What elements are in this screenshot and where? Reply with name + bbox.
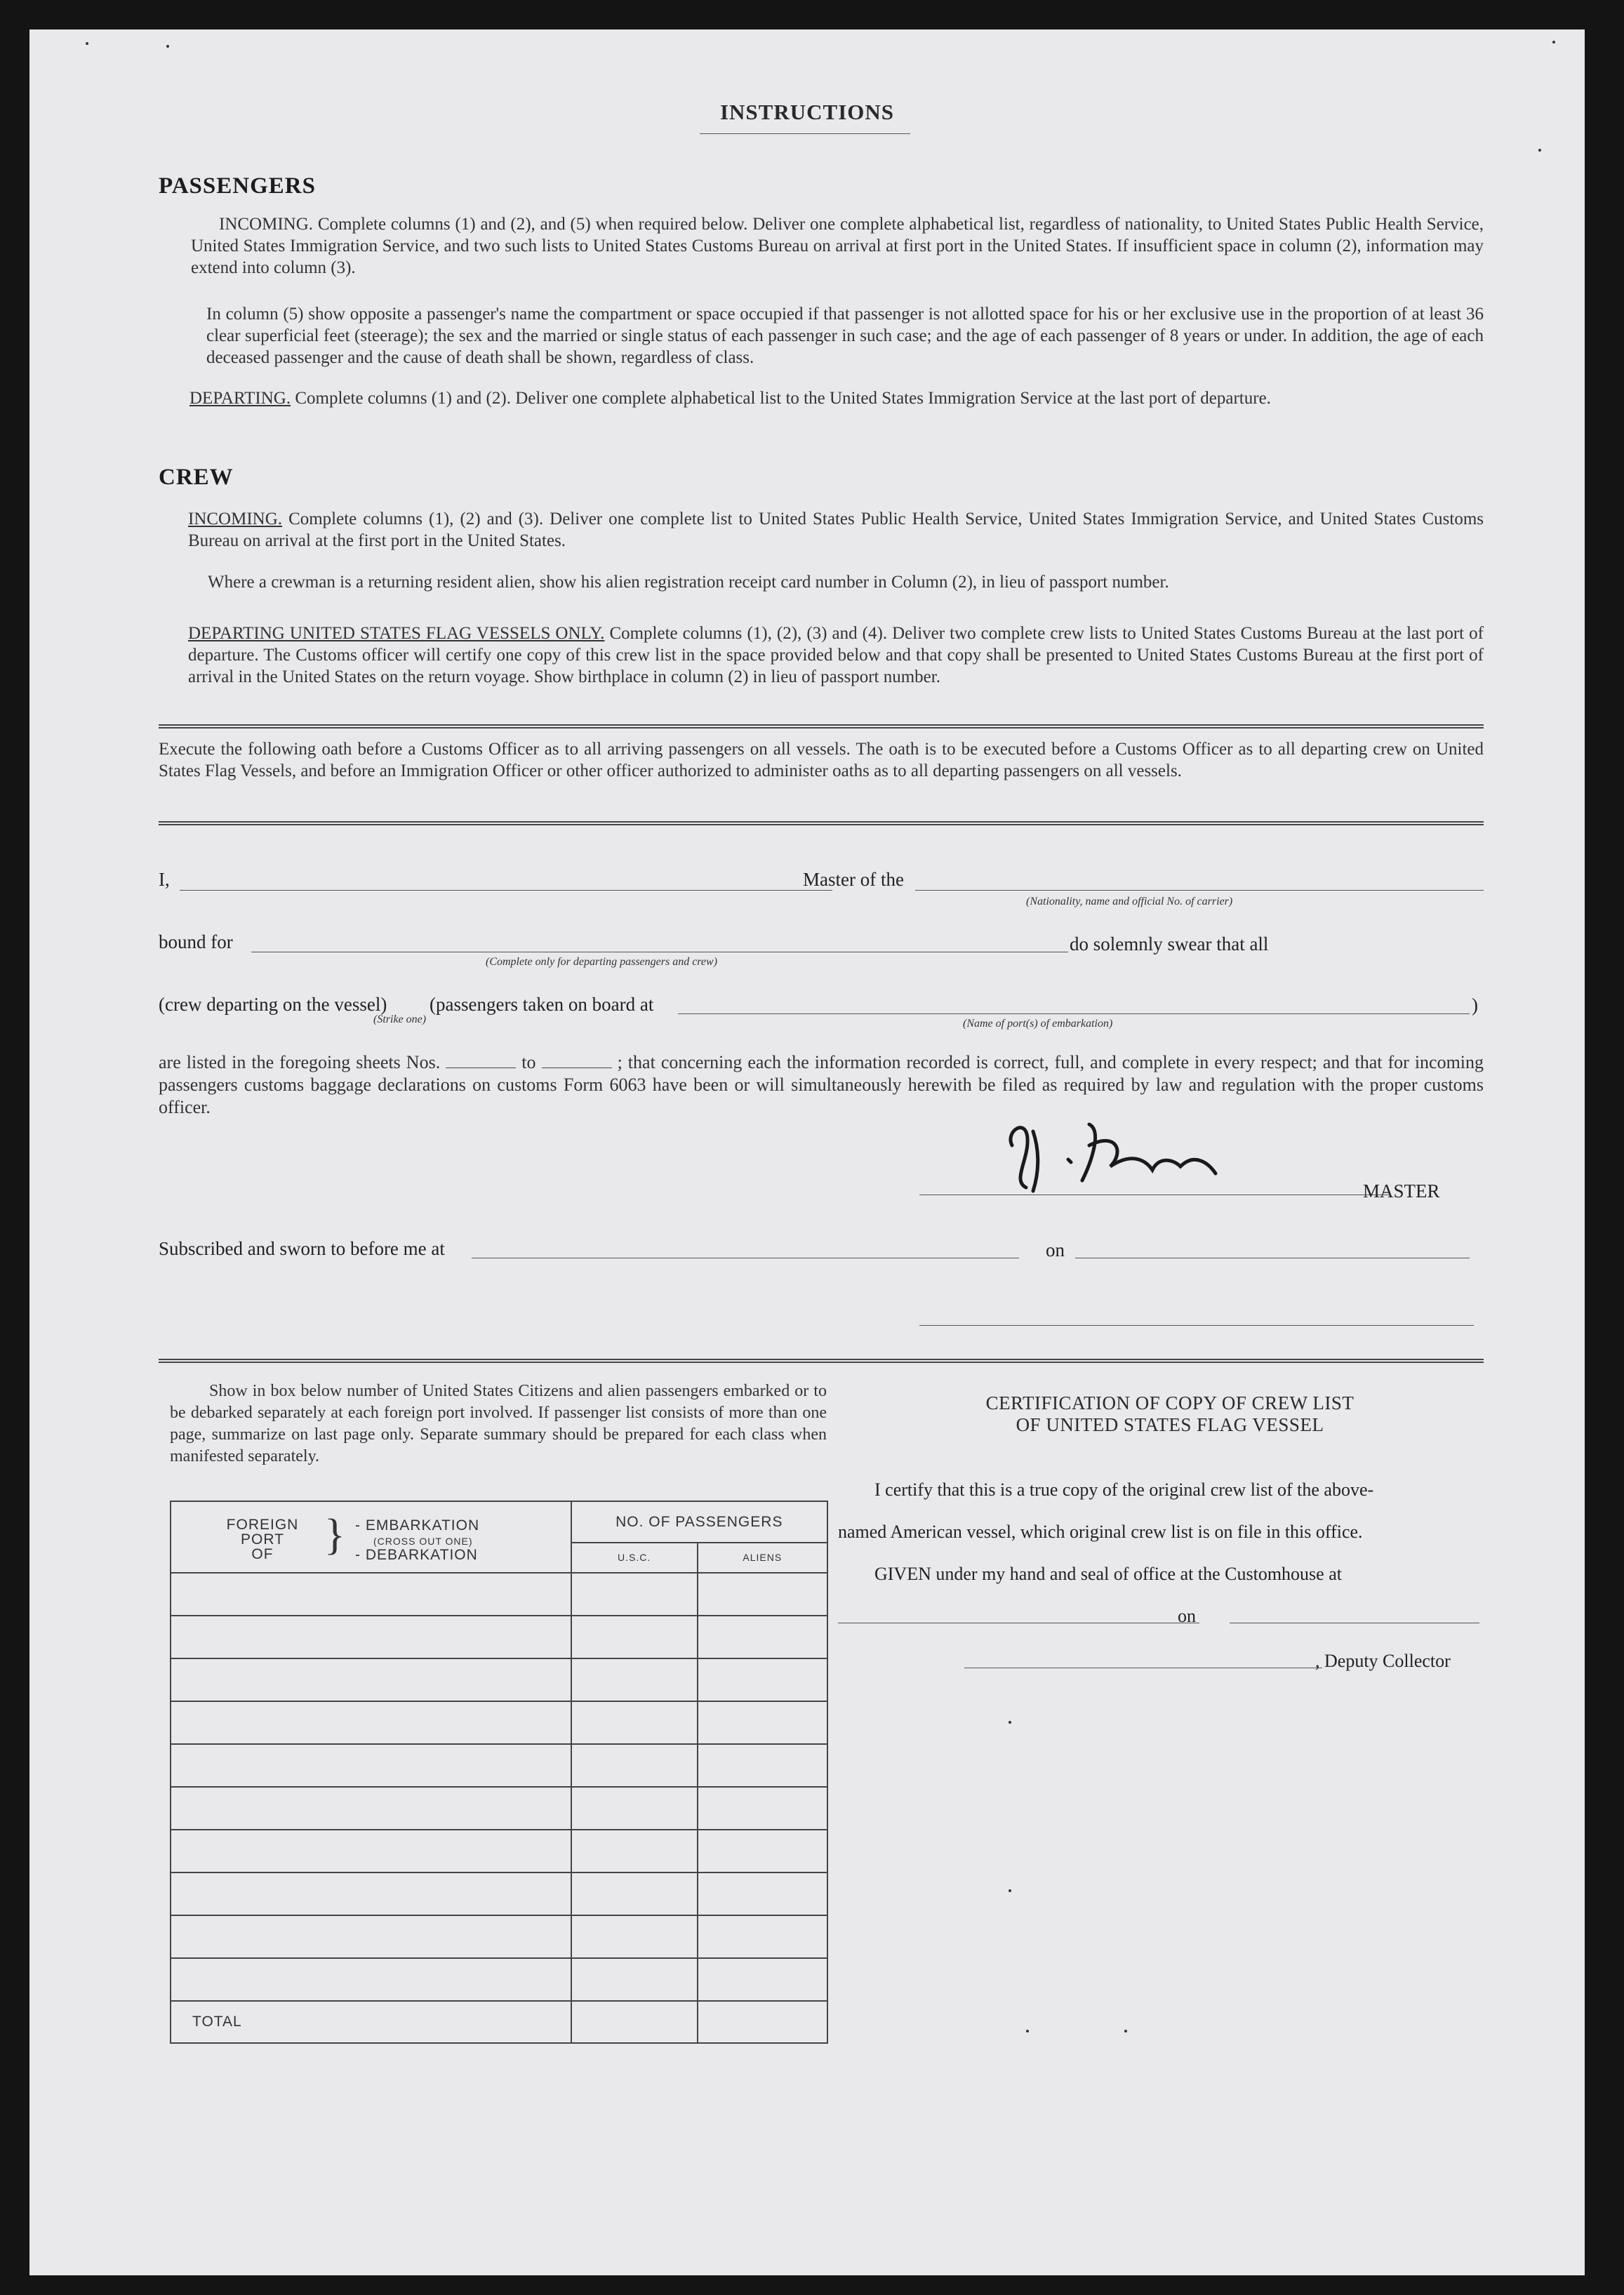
port-cell[interactable] (171, 1616, 571, 1658)
title-underline (700, 133, 910, 134)
col-passengers: NO. OF PASSENGERS (615, 1513, 783, 1530)
usc-cell[interactable] (571, 1787, 698, 1830)
scan-speck (1026, 2030, 1029, 2033)
usc-cell[interactable] (571, 1744, 698, 1787)
scan-speck (1009, 1889, 1011, 1892)
table-row (171, 1573, 827, 1616)
port-cell[interactable] (171, 1573, 571, 1616)
nationality-caption: (Nationality, name and official No. of carrier) (1026, 896, 1233, 907)
oath-instruction: Execute the following oath before a Customs Officer as to all arriving passengers on all vessels. The oath is to be executed before a Customs Officer as to all departing crew on United States Flag Vessels, and before an Immigration Officer or other officer authorized to administer oaths as to all departing passengers on all vessels. (159, 740, 1484, 780)
crew-departing-option: (crew departing on the vessel) (159, 994, 387, 1015)
port-cell[interactable] (171, 1958, 571, 2001)
aliens-cell[interactable] (698, 1658, 827, 1701)
aliens-cell[interactable] (698, 1701, 827, 1744)
scan-speck (86, 42, 88, 45)
sworn-on-label: on (1046, 1239, 1065, 1260)
passengers-incoming-paragraph (191, 213, 1484, 279)
crew-incoming-label: INCOMING. (188, 510, 283, 528)
embarkation-caption: (Name of port(s) of embarkation) (963, 1018, 1113, 1030)
master-name-field[interactable] (180, 890, 832, 891)
listed-paragraph (159, 1051, 1484, 1119)
aliens-cell[interactable] (698, 1830, 827, 1872)
bound-for-label: bound for (159, 931, 233, 952)
cross-out-note: (CROSS OUT ONE) (373, 1536, 473, 1547)
col-aliens: ALIENS (743, 1551, 783, 1563)
sheet-to-field[interactable] (542, 1054, 612, 1068)
col-port-line2: PORT (241, 1531, 284, 1548)
port-cell[interactable] (171, 1701, 571, 1744)
close-paren: ) (1472, 994, 1478, 1016)
oath-divider (159, 821, 1484, 825)
brace-icon: } (324, 1511, 345, 1559)
table-row (171, 1616, 827, 1658)
table-row (171, 1958, 827, 2001)
summary-rows (171, 1573, 827, 2001)
total-label: TOTAL (192, 2014, 242, 2030)
master-signature (984, 1103, 1279, 1202)
scan-speck (1124, 2030, 1127, 2033)
scan-speck (1009, 1721, 1011, 1724)
bound-caption: (Complete only for departing passengers and crew) (486, 956, 718, 968)
port-cell[interactable] (171, 1915, 571, 1958)
col-usc: U.S.C. (618, 1551, 651, 1563)
cert-title-line1: CERTIFICATION OF COPY OF CREW LIST (985, 1392, 1355, 1413)
aliens-cell[interactable] (698, 1787, 827, 1830)
scan-speck (1538, 149, 1541, 152)
summary-instruction: Show in box below number of United States Citizens and alien passengers embarked or to be debarked separately at each foreign port involved. If passenger list consists of more than one page, summarize on last page only. Separate summary should be prepared for each class when manifested separately. (170, 1382, 827, 1465)
page-title: INSTRUCTIONS (719, 100, 894, 124)
aliens-cell[interactable] (698, 1744, 827, 1787)
aliens-cell[interactable] (698, 1872, 827, 1915)
usc-cell[interactable] (571, 1872, 698, 1915)
passengers-incoming-text: Complete columns (1) and (2), and (5) when required below. Deliver one complete alphabetical list, regardless of nationality, to United States Public Health Service, United States Immigration Service, and two such lists to United States Customs Bureau on arrival at first port in the United States. If insufficient space in column (2), information may extend into column (3). (191, 215, 1484, 277)
usc-cell[interactable] (571, 1658, 698, 1701)
lower-divider (159, 1359, 1484, 1363)
swear-label: do solemnly swear that all (1070, 933, 1269, 954)
debarkation-label: - DEBARKATION (355, 1547, 478, 1563)
port-cell[interactable] (171, 1787, 571, 1830)
scan-speck (166, 45, 169, 48)
col-port-line3: OF (251, 1546, 274, 1562)
table-row (171, 1701, 827, 1744)
aliens-cell[interactable] (698, 1915, 827, 1958)
sheet-from-field[interactable] (446, 1054, 516, 1068)
table-row (171, 1658, 827, 1701)
usc-cell[interactable] (571, 1701, 698, 1744)
crew-heading: CREW (159, 465, 234, 490)
officer-signature-line (919, 1325, 1474, 1326)
document-page (29, 29, 1585, 2275)
total-usc-cell[interactable] (571, 2001, 698, 2043)
to-label: to (521, 1052, 536, 1072)
passengers-column5-paragraph: In column (5) show opposite a passenger's name the compartment or space occupied if that passenger is not allotted space for his or her exclusive use in the proportion of at least 36 clear superficial feet (steerage); the sex and the married or single status of each passenger in such case; and the age of each passenger of 8 years or under. In addition, the age of each deceased passenger and the cause of death shall be shown, regardless of class. (206, 305, 1484, 367)
crew-returning-paragraph: Where a crewman is a returning resident alien, show his alien registration receipt card number in Column (2), in lieu of passport number. (208, 573, 1169, 592)
given-text: GIVEN under my hand and seal of office at the Customhouse at (874, 1564, 1342, 1584)
passengers-departing-text: Complete columns (1) and (2). Deliver one complete alphabetical list to the United States Immigration Service at the last port of departure. (295, 389, 1271, 408)
oath-i-label: I, (159, 869, 170, 890)
embarkation-label: - EMBARKATION (355, 1517, 480, 1534)
certification-title (858, 1392, 1482, 1436)
total-aliens-cell[interactable] (698, 2001, 827, 2043)
port-cell[interactable] (171, 1830, 571, 1872)
passengers-heading: PASSENGERS (159, 173, 316, 199)
certify-line2: named American vessel, which original crew list is on file in this office. (838, 1522, 1363, 1542)
usc-cell[interactable] (571, 1616, 698, 1658)
table-row (171, 1744, 827, 1787)
cert-on-label: on (1178, 1606, 1196, 1626)
passengers-taken-option: (passengers taken on board at (430, 994, 654, 1015)
listed-prefix: are listed in the foregoing sheets Nos. (159, 1052, 441, 1072)
passengers-header-cell (571, 1501, 827, 1543)
port-cell[interactable] (171, 1872, 571, 1915)
table-row (171, 1872, 827, 1915)
embarkation-field[interactable] (678, 1013, 1470, 1014)
usc-cell[interactable] (571, 1915, 698, 1958)
port-cell[interactable] (171, 1744, 571, 1787)
crew-departing-text: Complete columns (1), (2), (3) and (4). Deliver two complete crew lists to United States Customs Bureau at the last port of departure. The Customs officer will certify one copy of this crew list in the space provided below and that copy shall be presented to United States Customs Bureau at the first port of arrival in the United States on the return voyage. Show birthplace in column (2) in lieu of passport number. (188, 624, 1484, 686)
scan-speck (1552, 41, 1555, 44)
crew-departing-paragraph (188, 623, 1484, 688)
passengers-departing-paragraph (189, 387, 1484, 409)
aliens-cell[interactable] (698, 1958, 827, 2001)
carrier-field[interactable] (915, 890, 1484, 891)
aliens-cell[interactable] (698, 1616, 827, 1658)
usc-cell[interactable] (571, 1573, 698, 1616)
passengers-incoming-label: INCOMING. (219, 215, 314, 234)
crew-incoming-paragraph (188, 508, 1484, 552)
master-of-label: Master of the (803, 869, 904, 890)
usc-header-cell (571, 1543, 698, 1573)
certify-line1: I certify that this is a true copy of the original crew list of the above- (874, 1479, 1374, 1500)
table-row (171, 1915, 827, 1958)
usc-cell[interactable] (571, 1830, 698, 1872)
table-row (171, 1787, 827, 1830)
total-row (171, 2001, 827, 2043)
port-header-cell (171, 1501, 571, 1573)
strike-caption: (Strike one) (373, 1013, 427, 1025)
table-row (171, 1830, 827, 1872)
deputy-label: , Deputy Collector (1315, 1651, 1451, 1671)
port-cell[interactable] (171, 1658, 571, 1701)
listed-text: ; that concerning each the information recorded is correct, full, and complete in every respect; and that for incoming passengers customs baggage declarations on customs Form 6063 have been or will simultaneously herewith be filed as required by law and regulation with the proper customs officer. (159, 1052, 1484, 1117)
aliens-cell[interactable] (698, 1573, 827, 1616)
aliens-header-cell (698, 1543, 827, 1573)
master-label: MASTER (1363, 1180, 1440, 1202)
passenger-summary-table (170, 1501, 828, 2044)
crew-departing-label: DEPARTING UNITED STATES FLAG VESSELS ONLY. (188, 624, 605, 643)
passengers-departing-label: DEPARTING. (189, 389, 291, 408)
total-label-cell (171, 2001, 571, 2043)
cert-title-line2: OF UNITED STATES FLAG VESSEL (1016, 1414, 1324, 1435)
crew-incoming-text: Complete columns (1), (2) and (3). Deliver one complete list to United States Public Health Service, United States Immigration Service, and United States Customs Bureau on arrival at the first port in the United States. (188, 510, 1484, 550)
section-divider (159, 724, 1484, 729)
subscribed-label: Subscribed and sworn to before me at (159, 1238, 445, 1259)
col-port-line1: FOREIGN (226, 1517, 299, 1533)
usc-cell[interactable] (571, 1958, 698, 2001)
